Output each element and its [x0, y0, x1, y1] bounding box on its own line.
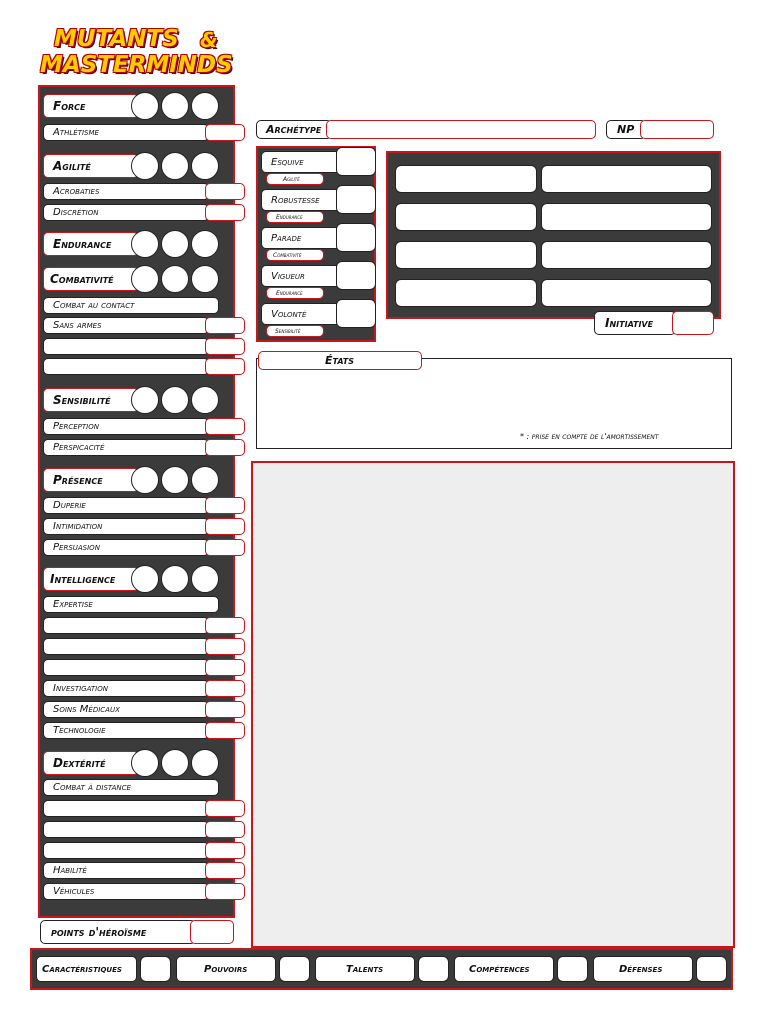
- tab-talents-box[interactable]: [418, 956, 449, 982]
- skill-expertise: Expertise: [43, 596, 219, 613]
- etats-note: * : prise en compte de l'amortissement: [520, 432, 659, 441]
- powers-area[interactable]: [251, 461, 735, 948]
- ability-force-circle-3[interactable]: [191, 92, 219, 120]
- skill-investigation-value[interactable]: [205, 680, 245, 697]
- skill-soins: Soins Médicaux: [43, 701, 209, 718]
- attack-slot-4b[interactable]: [541, 279, 712, 307]
- skill-sans-armes-value[interactable]: [205, 317, 245, 334]
- hero-points-label: points d'héroïsme: [40, 920, 196, 944]
- defense-esquive-sub: Agilité: [266, 173, 324, 185]
- skill-soins-value[interactable]: [205, 701, 245, 718]
- ability-sensibilite-circle-1[interactable]: [131, 386, 159, 414]
- ability-sensibilite-circle-3[interactable]: [191, 386, 219, 414]
- skill-distance-blank-3[interactable]: [43, 842, 209, 859]
- etats-label: États: [258, 351, 422, 370]
- skill-investigation: Investigation: [43, 680, 209, 697]
- skill-expertise-blank-2-value[interactable]: [205, 638, 245, 655]
- skill-perception-value[interactable]: [205, 418, 245, 435]
- ability-intelligence-circle-3[interactable]: [191, 565, 219, 593]
- archetype-label: Archétype: [256, 120, 332, 139]
- skill-athletisme-value[interactable]: [205, 124, 245, 141]
- np-input[interactable]: [640, 120, 714, 139]
- skill-persuasion-value[interactable]: [205, 539, 245, 556]
- skill-combat-contact: Combat au contact: [43, 297, 219, 314]
- skill-perception: Perception: [43, 418, 209, 435]
- attack-slot-3a[interactable]: [395, 241, 537, 269]
- defense-parade: Parade: [261, 227, 341, 249]
- defense-vigueur-sub: Endurance: [266, 287, 324, 299]
- ability-combativite-circle-1[interactable]: [131, 265, 159, 293]
- ability-agilite-circle-3[interactable]: [191, 152, 219, 180]
- np-label: NP: [606, 120, 646, 139]
- skill-combat-blank-2-value[interactable]: [205, 358, 245, 375]
- tab-caracteristiques-box[interactable]: [140, 956, 171, 982]
- defense-volonte-sub: Sensibilité: [266, 325, 324, 337]
- skill-distance-blank-1-value[interactable]: [205, 800, 245, 817]
- skill-combat-distance: Combat à distance: [43, 779, 219, 796]
- ability-force-circle-1[interactable]: [131, 92, 159, 120]
- tab-talents[interactable]: Talents: [315, 956, 415, 982]
- skill-intimidation-value[interactable]: [205, 518, 245, 535]
- logo-line-1: MUTANTS: [54, 26, 179, 52]
- archetype-input[interactable]: [326, 120, 596, 139]
- skill-acrobaties: Acrobaties: [43, 183, 209, 200]
- defense-robustesse-sub: Endurance: [266, 211, 324, 223]
- ability-agilite-circle-2[interactable]: [161, 152, 189, 180]
- skill-duperie: Duperie: [43, 497, 209, 514]
- defense-parade-value[interactable]: [336, 223, 376, 252]
- attack-slot-1b[interactable]: [541, 165, 712, 193]
- skill-expertise-blank-2[interactable]: [43, 638, 209, 655]
- ability-combativite-circle-2[interactable]: [161, 265, 189, 293]
- defense-esquive-value[interactable]: [336, 147, 376, 176]
- tab-defenses-box[interactable]: [696, 956, 727, 982]
- skill-perspicacite-value[interactable]: [205, 439, 245, 456]
- hero-points-input[interactable]: [190, 920, 234, 944]
- ability-endurance-circle-1[interactable]: [131, 230, 159, 258]
- skill-intimidation: Intimidation: [43, 518, 209, 535]
- ability-sensibilite: Sensibilité: [43, 388, 139, 412]
- etats-box[interactable]: [256, 358, 732, 449]
- tab-competences[interactable]: Compétences: [454, 956, 554, 982]
- ability-dexterite: Dextérité: [43, 751, 139, 775]
- ability-agilite: Agilité: [43, 154, 139, 178]
- ability-presence-circle-1[interactable]: [131, 466, 159, 494]
- ability-agilite-circle-1[interactable]: [131, 152, 159, 180]
- ability-sensibilite-circle-2[interactable]: [161, 386, 189, 414]
- skill-habilite-value[interactable]: [205, 862, 245, 879]
- attack-slot-3b[interactable]: [541, 241, 712, 269]
- skill-technologie-value[interactable]: [205, 722, 245, 739]
- ability-presence: Présence: [43, 468, 139, 492]
- tab-pouvoirs[interactable]: Pouvoirs: [176, 956, 276, 982]
- defense-volonte-value[interactable]: [336, 299, 376, 328]
- skill-distance-blank-3-value[interactable]: [205, 842, 245, 859]
- skill-distance-blank-2-value[interactable]: [205, 821, 245, 838]
- ability-presence-circle-2[interactable]: [161, 466, 189, 494]
- skill-combat-blank-1[interactable]: [43, 338, 209, 355]
- skill-expertise-blank-1-value[interactable]: [205, 617, 245, 634]
- ability-combativite-circle-3[interactable]: [191, 265, 219, 293]
- skill-technologie: Technologie: [43, 722, 209, 739]
- attack-slot-2b[interactable]: [541, 203, 712, 231]
- skill-expertise-blank-3-value[interactable]: [205, 659, 245, 676]
- tab-defenses[interactable]: Défenses: [593, 956, 693, 982]
- ability-presence-circle-3[interactable]: [191, 466, 219, 494]
- defense-robustesse: Robustesse: [261, 189, 341, 211]
- skill-combat-blank-1-value[interactable]: [205, 338, 245, 355]
- ability-intelligence: Intelligence: [43, 567, 139, 591]
- initiative-label: Initiative: [594, 311, 676, 335]
- ability-endurance: Endurance: [43, 232, 139, 256]
- attack-slot-1a[interactable]: [395, 165, 537, 193]
- defense-parade-sub: Combativité: [266, 249, 324, 261]
- ability-dexterite-circle-3[interactable]: [191, 749, 219, 777]
- defense-robustesse-value[interactable]: [336, 185, 376, 214]
- skill-combat-blank-2[interactable]: [43, 358, 209, 375]
- skill-distance-blank-1[interactable]: [43, 800, 209, 817]
- initiative-input[interactable]: [672, 311, 714, 335]
- ability-intelligence-circle-2[interactable]: [161, 565, 189, 593]
- defense-volonte: Volonté: [261, 303, 341, 325]
- skill-sans-armes: Sans armes: [43, 317, 209, 334]
- ability-force-circle-2[interactable]: [161, 92, 189, 120]
- skill-athletisme: Athlétisme: [43, 124, 209, 141]
- tab-pouvoirs-box[interactable]: [279, 956, 310, 982]
- attack-slot-4a[interactable]: [395, 279, 537, 307]
- logo-line-2: MASTERMINDS: [40, 52, 233, 78]
- ability-dexterite-circle-1[interactable]: [131, 749, 159, 777]
- ability-force: Force: [43, 94, 139, 118]
- skill-duperie-value[interactable]: [205, 497, 245, 514]
- skill-discretion: Discrétion: [43, 204, 209, 221]
- logo: [38, 26, 238, 82]
- skill-expertise-blank-1[interactable]: [43, 617, 209, 634]
- attack-slot-2a[interactable]: [395, 203, 537, 231]
- skill-expertise-blank-3[interactable]: [43, 659, 209, 676]
- defense-vigueur: Vigueur: [261, 265, 341, 287]
- ability-endurance-circle-3[interactable]: [191, 230, 219, 258]
- skill-perspicacite: Perspicacité: [43, 439, 209, 456]
- defense-esquive: Esquive: [261, 151, 341, 173]
- tab-competences-box[interactable]: [557, 956, 588, 982]
- defense-vigueur-value[interactable]: [336, 261, 376, 290]
- skill-distance-blank-2[interactable]: [43, 821, 209, 838]
- logo-ampersand: &: [200, 28, 218, 52]
- skill-discretion-value[interactable]: [205, 204, 245, 221]
- ability-combativite: Combativité: [43, 267, 139, 291]
- skill-persuasion: Persuasion: [43, 539, 209, 556]
- ability-intelligence-circle-1[interactable]: [131, 565, 159, 593]
- skill-acrobaties-value[interactable]: [205, 183, 245, 200]
- skill-habilite: Habilité: [43, 862, 209, 879]
- tab-caracteristiques[interactable]: Caractéristiques: [36, 956, 137, 982]
- skill-vehicules-value[interactable]: [205, 883, 245, 900]
- ability-dexterite-circle-2[interactable]: [161, 749, 189, 777]
- skill-vehicules: Véhicules: [43, 883, 209, 900]
- ability-endurance-circle-2[interactable]: [161, 230, 189, 258]
